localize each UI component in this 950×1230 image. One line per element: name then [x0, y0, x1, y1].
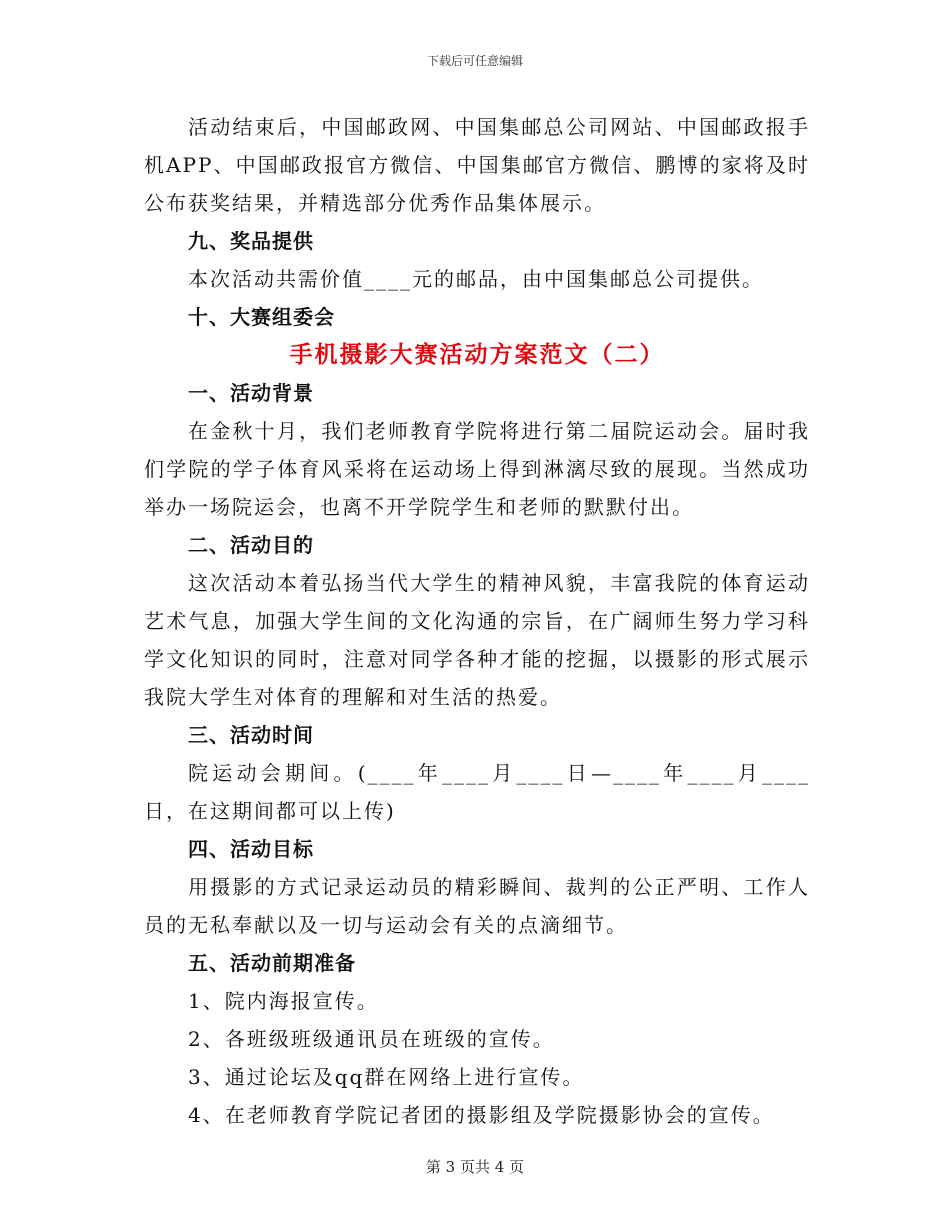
list-item-preparation-3: 3、通过论坛及qq群在网络上进行宣传。 [188, 1065, 585, 1089]
list-item-preparation-1: 1、院内海报宣传。 [188, 989, 379, 1013]
heading-background: 一、活动背景 [188, 381, 314, 405]
heading-committee: 十、大赛组委会 [188, 305, 335, 329]
paragraph-time: 院运动会期间。(____年____月____日—____年____月____日，在这期间都可以上传) [144, 761, 810, 823]
paragraph-results-announcement: 活动结束后，中国邮政网、中国集邮总公司网站、中国邮政报手机APP、中国邮政报官方微信、中国集邮官方微信、鹏博的家将及时公布获奖结果，并精选部分优秀作品集体展示。 [144, 115, 810, 215]
heading-purpose: 二、活动目的 [188, 533, 314, 557]
paragraph-purpose: 这次活动本着弘扬当代大学生的精神风貌，丰富我院的体育运动艺术气息，加强大学生间的文化沟通的宗旨，在广阔师生努力学习科学文化知识的同时，注意对同学各种才能的挖掘，以摄影的形式展示我院大学生对体育的理解和对生活的热爱。 [144, 571, 810, 709]
heading-goal: 四、活动目标 [188, 837, 314, 861]
list-item-preparation-4: 4、在老师教育学院记者团的摄影组及学院摄影协会的宣传。 [188, 1103, 775, 1127]
paragraph-background: 在金秋十月，我们老师教育学院将进行第二届院运动会。届时我们学院的学子体育风采将在运动场上得到淋漓尽致的展现。当然成功举办一场院运会，也离不开学院学生和老师的默默付出。 [144, 419, 810, 519]
paragraph-goal: 用摄影的方式记录运动员的精彩瞬间、裁判的公正严明、工作人员的无私奉献以及一切与运动会有关的点滴细节。 [144, 875, 810, 937]
heading-preparation: 五、活动前期准备 [188, 951, 356, 975]
page-header: 下载后可任意编辑 [426, 54, 523, 68]
heading-prizes: 九、奖品提供 [188, 229, 314, 253]
heading-time: 三、活动时间 [188, 723, 314, 747]
list-item-preparation-2: 2、各班级班级通讯员在班级的宣传。 [188, 1027, 555, 1051]
page-footer: 第 3 页共 4 页 [425, 1158, 525, 1176]
paragraph-prizes: 本次活动共需价值____元的邮品，由中国集邮总公司提供。 [188, 267, 764, 291]
document-body [144, 108, 810, 1134]
document-title: 手机摄影大赛活动方案范文（二） [289, 341, 665, 368]
